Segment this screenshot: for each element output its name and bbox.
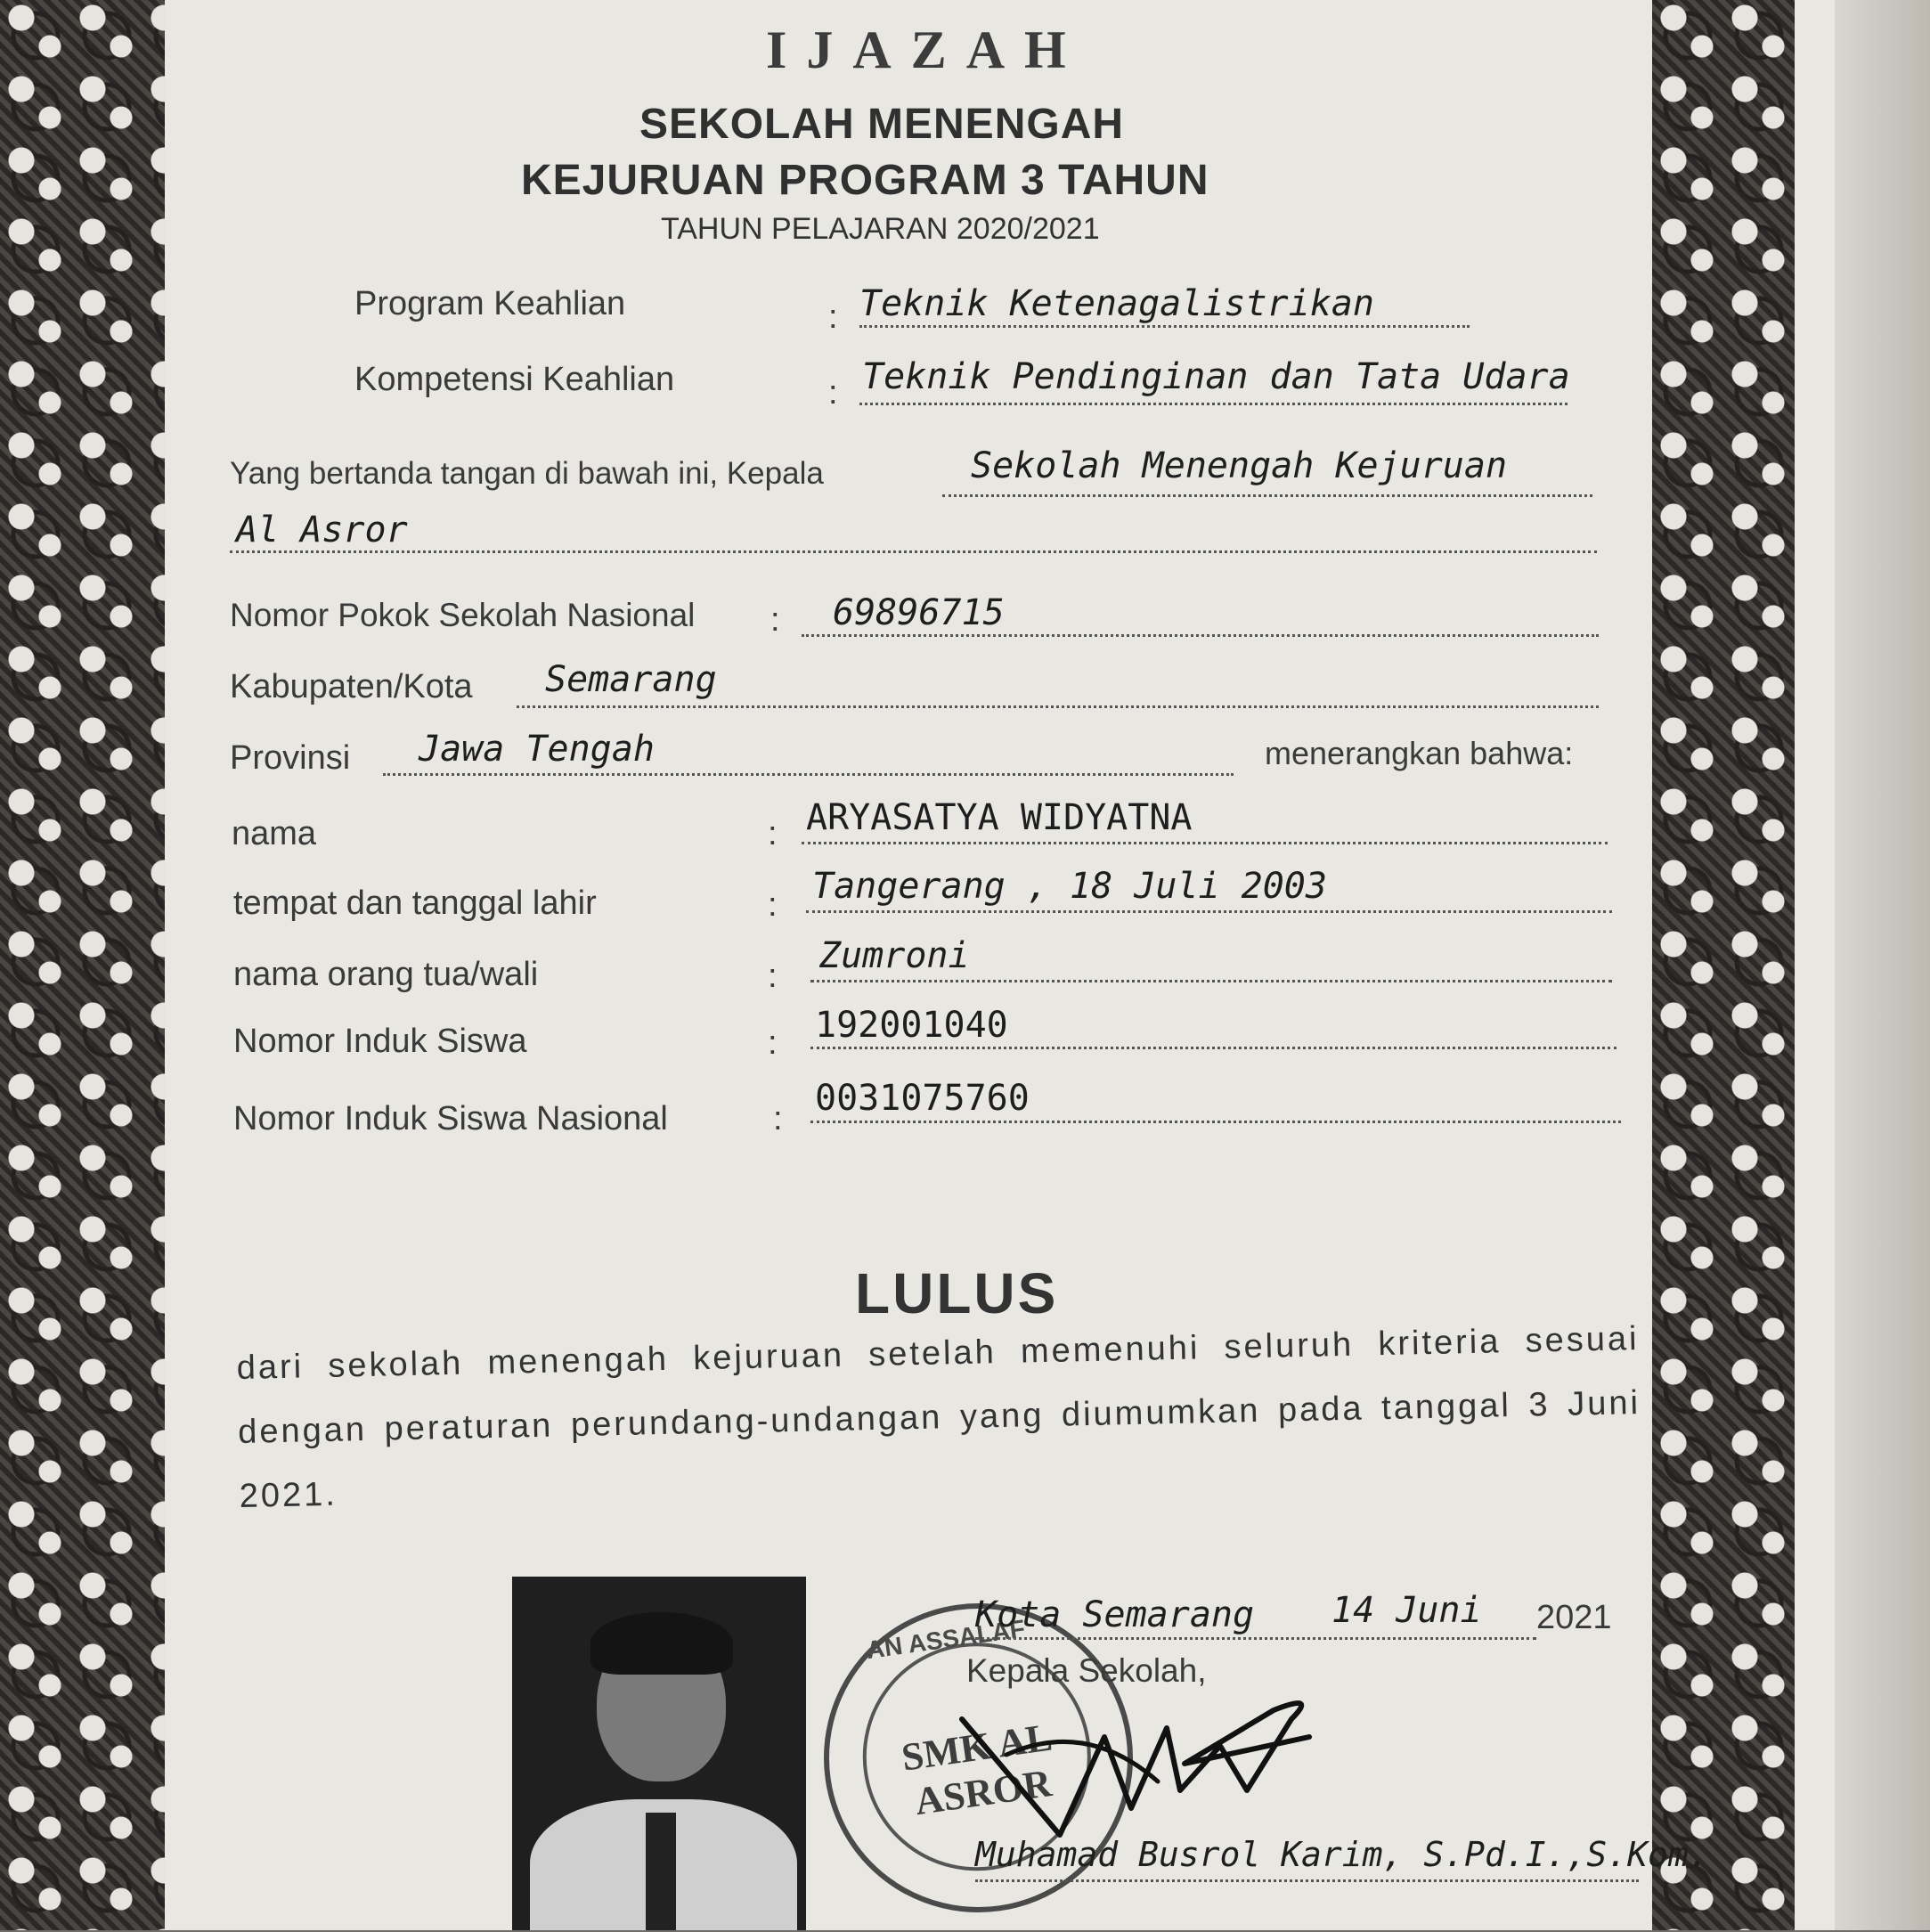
nama-label: nama xyxy=(232,815,317,852)
ttl-value: Tangerang , 18 Juli 2003 xyxy=(812,866,1327,907)
signing-year: 2021 xyxy=(1536,1599,1612,1636)
nama-colon: : xyxy=(768,815,778,852)
program-label: Program Keahlian xyxy=(354,285,626,322)
nisn-dotted-line xyxy=(810,1121,1621,1123)
school-type-line2: KEJURUAN PROGRAM 3 TAHUN xyxy=(521,157,1209,204)
kompetensi-colon: : xyxy=(828,374,838,412)
ttl-colon: : xyxy=(768,886,778,924)
kepala-dotted-line1 xyxy=(942,494,1592,497)
photo-hair xyxy=(590,1612,733,1675)
principal-name-dotted-line xyxy=(975,1879,1639,1882)
ortu-label: nama orang tua/wali xyxy=(233,956,539,993)
stamp-text: SMK AL ASROR xyxy=(899,1715,1055,1824)
nis-label: Nomor Induk Siswa xyxy=(233,1023,527,1060)
ortu-value: Zumroni xyxy=(819,935,970,976)
nisn-label: Nomor Induk Siswa Nasional xyxy=(233,1100,668,1137)
provinsi-label: Provinsi xyxy=(230,739,351,777)
program-dotted-line xyxy=(859,325,1470,328)
nis-colon: : xyxy=(768,1024,778,1062)
graduation-statement: dari sekolah menengah kejuruan setelah memenuhi seluruh kriteria sesuai dengan peraturan perundang-undangan yang diumumkan pada tanggal 3 Juni 2021. xyxy=(236,1320,1641,1515)
kepala-school-line1: Sekolah Menengah Kejuruan xyxy=(971,445,1508,486)
kabupaten-dotted-line xyxy=(517,705,1599,708)
principal-signature xyxy=(953,1683,1327,1853)
ortu-dotted-line xyxy=(810,980,1612,982)
school-type-line1: SEKOLAH MENENGAH xyxy=(639,101,1125,148)
academic-year: TAHUN PELAJARAN 2020/2021 xyxy=(661,212,1100,246)
nis-dotted-line xyxy=(810,1047,1616,1049)
provinsi-value: Jawa Tengah xyxy=(419,729,655,770)
kabupaten-label: Kabupaten/Kota xyxy=(230,668,473,705)
ttl-label: tempat dan tanggal lahir xyxy=(233,884,597,922)
nama-value: ARYASATYA WIDYATNA xyxy=(806,797,1193,838)
menerangkan-label: menerangkan bahwa: xyxy=(1265,735,1574,771)
principal-role: Kepala Sekolah, xyxy=(966,1652,1207,1689)
result-status: LULUS xyxy=(855,1261,1059,1325)
kepala-dotted-line2 xyxy=(230,550,1597,553)
kabupaten-value: Semarang xyxy=(545,659,717,700)
stamp-arc-text: AN ASSALAF xyxy=(864,1614,1027,1665)
photo-tie xyxy=(646,1813,676,1930)
npsn-colon: : xyxy=(770,601,780,639)
ortu-colon: : xyxy=(768,958,778,995)
signing-dotted-line xyxy=(975,1637,1536,1640)
nisn-value: 0031075760 xyxy=(815,1078,1030,1119)
kepala-intro-label: Yang bertanda tangan di bawah ini, Kepala xyxy=(230,456,824,491)
provinsi-dotted-line xyxy=(383,773,1234,776)
ttl-dotted-line xyxy=(806,910,1612,913)
npsn-value: 69896715 xyxy=(833,592,1005,633)
kompetensi-label: Kompetensi Keahlian xyxy=(354,361,675,398)
program-colon: : xyxy=(828,298,838,336)
kepala-school-line2: Al Asror xyxy=(236,509,408,550)
npsn-dotted-line xyxy=(802,634,1599,637)
signing-place: Kota Semarang xyxy=(975,1594,1255,1635)
npsn-label: Nomor Pokok Sekolah Nasional xyxy=(230,597,696,633)
kompetensi-value: Teknik Pendinginan dan Tata Udara xyxy=(862,356,1570,397)
nisn-colon: : xyxy=(773,1100,783,1137)
nama-dotted-line xyxy=(802,842,1608,844)
student-photo xyxy=(512,1577,806,1930)
nis-value: 192001040 xyxy=(815,1005,1008,1046)
kompetensi-dotted-line xyxy=(859,403,1568,405)
program-value: Teknik Ketenagalistrikan xyxy=(859,283,1374,324)
principal-name: Muhamad Busrol Karim, S.Pd.I.,S.Kom. xyxy=(975,1835,1709,1874)
signing-day-month: 14 Juni xyxy=(1331,1590,1482,1631)
document-title: IJAZAH xyxy=(766,20,1086,79)
